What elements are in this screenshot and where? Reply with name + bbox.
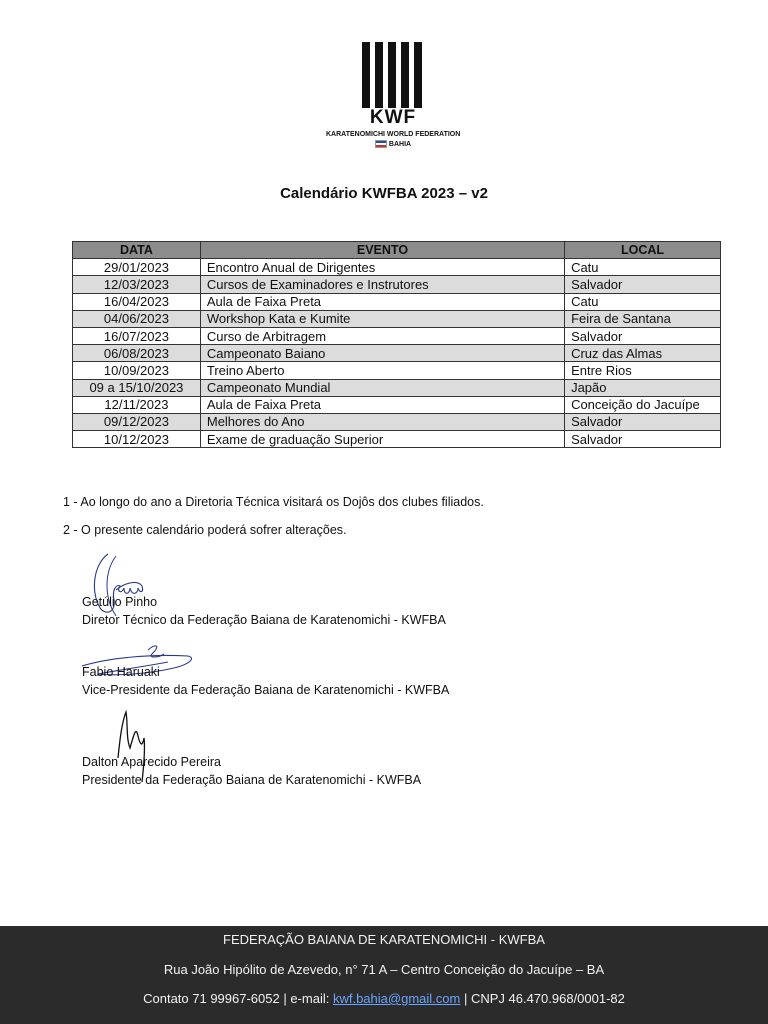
cell-local: Salvador <box>565 276 721 293</box>
calendar-table <box>72 241 721 448</box>
table-row <box>73 327 721 344</box>
cell-local: Feira de Santana <box>565 310 721 327</box>
table-row <box>73 345 721 362</box>
table-row <box>73 362 721 379</box>
calendar-body <box>73 259 721 448</box>
logo-bars-icon <box>362 42 422 108</box>
cell-local: Catu <box>565 293 721 310</box>
cell-date: 09/12/2023 <box>73 413 201 430</box>
table-row <box>73 276 721 293</box>
footer-address: Rua João Hipólito de Azevedo, n° 71 A – Centro Conceição do Jacuípe – BA <box>163 962 605 977</box>
cell-local: Japão <box>565 379 721 396</box>
table-row <box>73 293 721 310</box>
cell-event: Aula de Faixa Preta <box>200 396 564 413</box>
cell-date: 04/06/2023 <box>73 310 201 327</box>
note-2: 2 - O presente calendário poderá sofrer alterações. <box>63 523 347 537</box>
cell-local: Conceição do Jacuípe <box>565 396 721 413</box>
page-title: Calendário KWFBA 2023 – v2 <box>280 185 488 202</box>
cell-date: 29/01/2023 <box>73 259 201 276</box>
cell-local: Catu <box>565 259 721 276</box>
cell-date: 12/11/2023 <box>73 396 201 413</box>
cell-event: Melhores do Ano <box>200 413 564 430</box>
logo-region <box>326 140 460 149</box>
signatory-name-1: Getúlio Pinho <box>82 595 158 609</box>
cell-date: 12/03/2023 <box>73 276 201 293</box>
signatory-name-2: Fabio Haruaki <box>82 665 160 679</box>
footer-contact <box>0 990 768 1008</box>
table-header-row <box>73 242 721 259</box>
cell-date: 16/07/2023 <box>73 327 201 344</box>
footer-cnpj: | CNPJ 46.470.968/0001-82 <box>463 991 625 1006</box>
logo-region-text: BAHIA <box>388 141 412 148</box>
header-event: EVENTO <box>200 242 564 259</box>
cell-event: Treino Aberto <box>200 362 564 379</box>
logo-subtitle: KARATENOMICHI WORLD FEDERATION <box>326 131 461 138</box>
footer-contact-prefix: Contato 71 99967-6052 | e-mail: <box>143 991 330 1006</box>
cell-local: Salvador <box>565 327 721 344</box>
table-row <box>73 310 721 327</box>
cell-event: Campeonato Mundial <box>200 379 564 396</box>
kwf-logo <box>326 42 460 150</box>
cell-date: 10/12/2023 <box>73 431 201 448</box>
cell-event: Curso de Arbitragem <box>200 327 564 344</box>
cell-event: Encontro Anual de Dirigentes <box>200 259 564 276</box>
footer-org: FEDERAÇÃO BAIANA DE KARATENOMICHI - KWFBA <box>223 932 545 947</box>
signatory-role-3: Presidente da Federação Baiana de Karatenomichi - KWFBA <box>82 773 422 787</box>
table-row <box>73 431 721 448</box>
cell-event: Campeonato Baiano <box>200 345 564 362</box>
table-row <box>73 379 721 396</box>
header-date: DATA <box>73 242 201 259</box>
table-row <box>73 259 721 276</box>
cell-local: Salvador <box>565 431 721 448</box>
cell-date: 06/08/2023 <box>73 345 201 362</box>
cell-date: 16/04/2023 <box>73 293 201 310</box>
cell-event: Workshop Kata e Kumite <box>200 310 564 327</box>
footer-email-link[interactable]: kwf.bahia@gmail.com <box>332 991 461 1006</box>
cell-date: 09 a 15/10/2023 <box>73 379 201 396</box>
signatory-role-2: Vice-Presidente da Federação Baiana de Karatenomichi - KWFBA <box>82 683 450 697</box>
bahia-flag-icon <box>375 140 387 148</box>
table-row <box>73 396 721 413</box>
cell-event: Cursos de Examinadores e Instrutores <box>200 276 564 293</box>
footer <box>0 926 768 1024</box>
cell-local: Salvador <box>565 413 721 430</box>
cell-local: Cruz das Almas <box>565 345 721 362</box>
cell-event: Aula de Faixa Preta <box>200 293 564 310</box>
note-1: 1 - Ao longo do ano a Diretoria Técnica visitará os Dojôs dos clubes filiados. <box>63 495 484 509</box>
logo-text: KWF <box>369 107 417 128</box>
header-local: LOCAL <box>565 242 721 259</box>
cell-event: Exame de graduação Superior <box>200 431 564 448</box>
signatory-name-3: Dalton Aparecido Pereira <box>82 755 221 769</box>
cell-local: Entre Rios <box>565 362 721 379</box>
cell-date: 10/09/2023 <box>73 362 201 379</box>
signatory-role-1: Diretor Técnico da Federação Baiana de Karatenomichi - KWFBA <box>82 613 446 627</box>
table-row <box>73 413 721 430</box>
